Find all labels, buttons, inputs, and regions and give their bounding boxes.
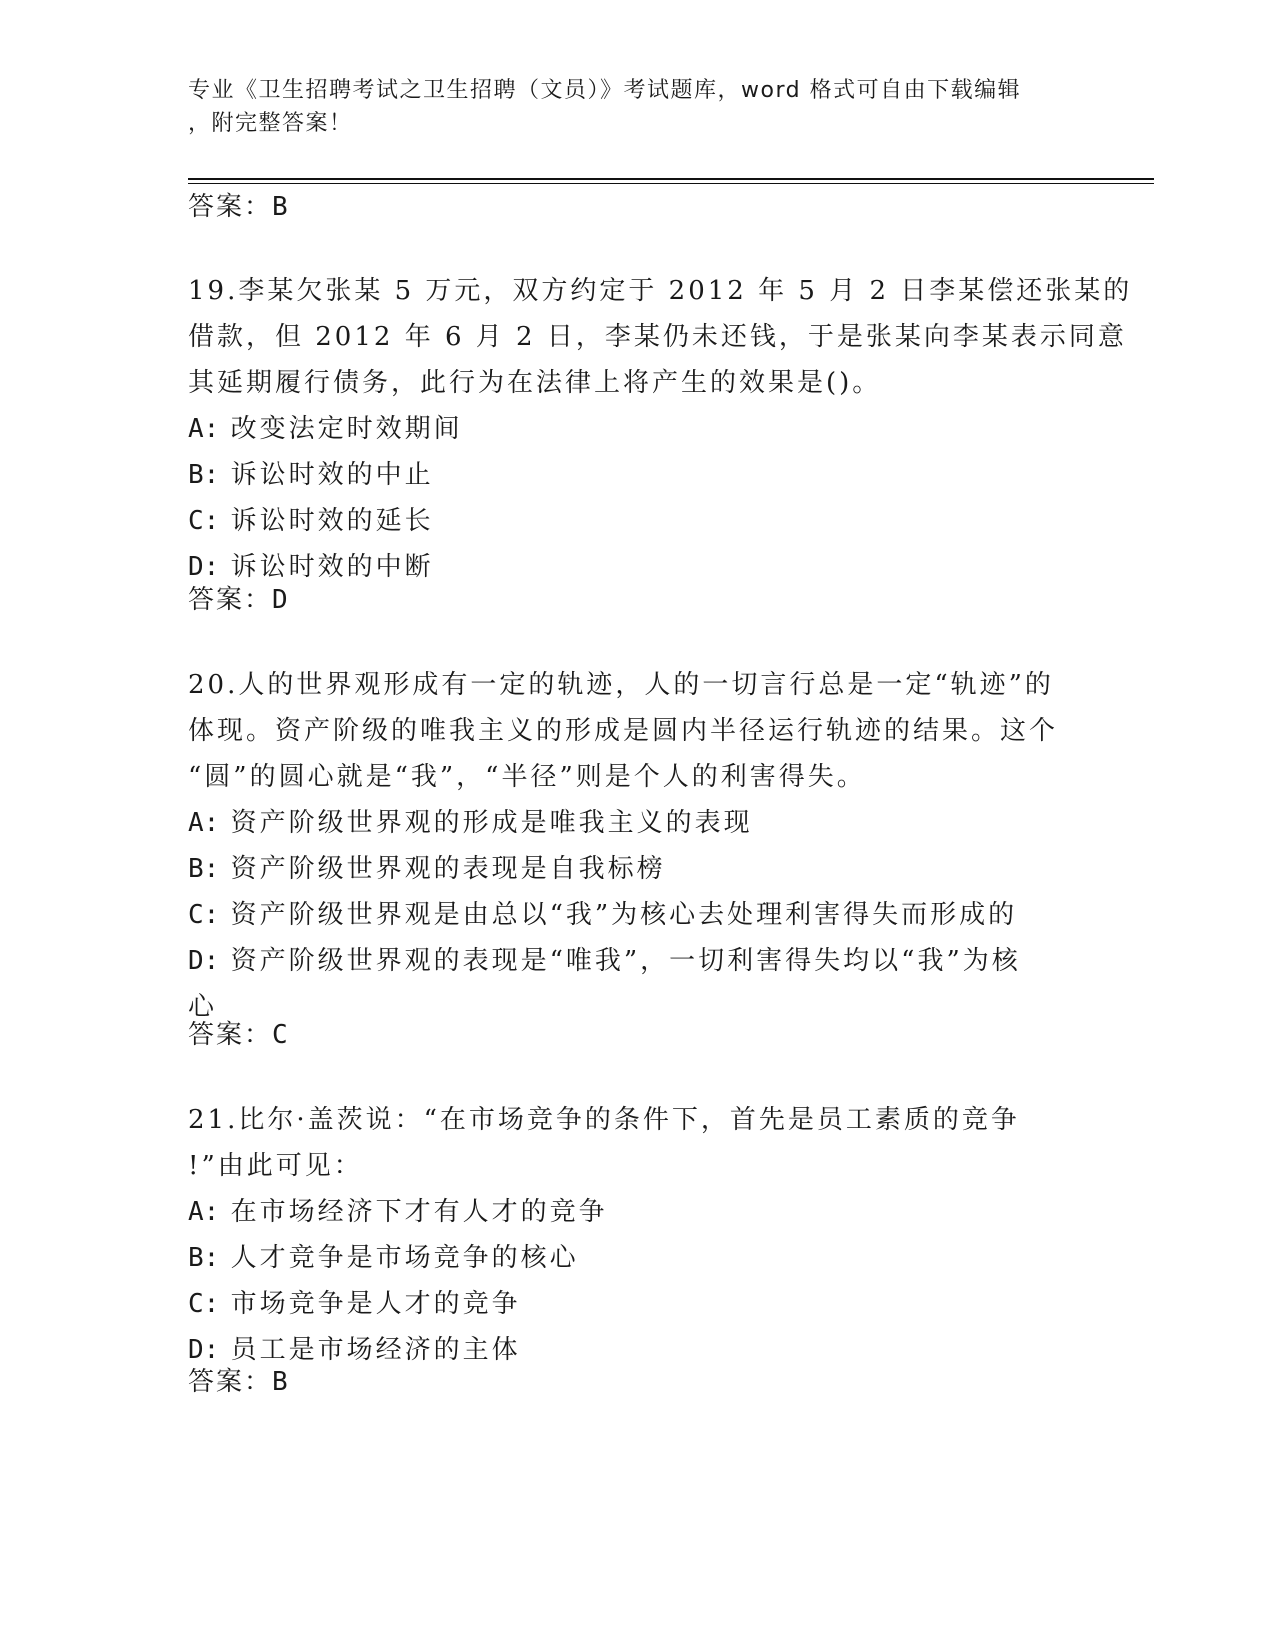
option-text: 诉讼时效的延长	[219, 506, 434, 536]
answer-value: B	[272, 192, 290, 222]
question-19	[188, 268, 1133, 590]
option-text: 资产阶级世界观的表现是“唯我”，一切利害得失均以“我”为核	[219, 946, 1021, 976]
option-text: 改变法定时效期间	[219, 414, 463, 444]
answer-18	[188, 190, 290, 224]
option-letter: A:	[188, 414, 220, 444]
question-text-line: 体现。资产阶级的唯我主义的形成是圆内半径运行轨迹的结果。这个	[188, 716, 1059, 746]
option-text: 市场竞争是人才的竞争	[219, 1289, 521, 1319]
question-text-line: 借款，但 2012 年 6 月 2 日，李某仍未还钱，于是张某向李某表示同意	[188, 322, 1127, 352]
question-text-line: 20.人的世界观形成有一定的轨迹，人的一切言行总是一定“轨迹”的	[188, 670, 1054, 700]
option-letter: D:	[188, 1335, 220, 1365]
option-c	[188, 892, 1088, 938]
answer-label: 答案：	[188, 1367, 273, 1397]
header-divider-thick	[188, 178, 1154, 180]
answer-label: 答案：	[188, 192, 273, 222]
option-text: 人才竞争是市场竞争的核心	[219, 1243, 579, 1273]
option-a	[188, 800, 1088, 846]
option-letter: B:	[188, 460, 220, 490]
option-b	[188, 1235, 1088, 1281]
option-a	[188, 1189, 1088, 1235]
question-20	[188, 662, 1088, 1030]
option-text: 资产阶级世界观是由总以“我”为核心去处理利害得失而形成的	[219, 900, 1018, 930]
option-text: 员工是市场经济的主体	[219, 1335, 521, 1365]
answer-label: 答案：	[188, 1020, 273, 1050]
question-text-line: 19.李某欠张某 5 万元，双方约定于 2012 年 5 月 2 日李某偿还张某的	[188, 276, 1133, 306]
option-letter: C:	[188, 1289, 220, 1319]
option-letter: B:	[188, 1243, 220, 1273]
option-letter: A:	[188, 808, 220, 838]
option-b	[188, 846, 1088, 892]
option-letter: D:	[188, 552, 220, 582]
option-c	[188, 1281, 1088, 1327]
question-text-line: 其延期履行债务，此行为在法律上将产生的效果是()。	[188, 368, 882, 398]
option-letter: C:	[188, 900, 220, 930]
answer-label: 答案：	[188, 585, 273, 615]
question-text-line: “圆”的圆心就是“我”，“半径”则是个人的利害得失。	[188, 762, 866, 792]
option-text: 资产阶级世界观的表现是自我标榜	[219, 854, 666, 884]
option-text: 诉讼时效的中止	[219, 460, 434, 490]
option-a	[188, 406, 1088, 452]
question-text-line: !”由此可见：	[188, 1151, 363, 1181]
header-divider-thin	[188, 183, 1154, 184]
answer-21	[188, 1365, 290, 1399]
option-letter: C:	[188, 506, 220, 536]
option-letter: D:	[188, 946, 220, 976]
header-line-2: ，附完整答案！	[188, 111, 353, 136]
option-letter: A:	[188, 1197, 220, 1227]
option-d	[188, 544, 1088, 590]
answer-19	[188, 583, 290, 617]
option-text: 诉讼时效的中断	[219, 552, 434, 582]
question-21	[188, 1097, 1088, 1373]
question-text-line: 21.比尔·盖茨说：“在市场竞争的条件下，首先是员工素质的竞争	[188, 1105, 1020, 1135]
option-text: 资产阶级世界观的形成是唯我主义的表现	[219, 808, 753, 838]
page-header	[188, 74, 1068, 140]
option-text: 在市场经济下才有人才的竞争	[219, 1197, 608, 1227]
answer-value: B	[272, 1367, 290, 1397]
option-b	[188, 452, 1088, 498]
answer-20	[188, 1018, 290, 1052]
option-c	[188, 498, 1088, 544]
option-letter: B:	[188, 854, 220, 884]
option-d	[188, 1327, 1088, 1373]
answer-value: D	[272, 585, 290, 615]
option-d	[188, 938, 1088, 984]
header-line-1: 专业《卫生招聘考试之卫生招聘（文员）》考试题库，word 格式可自由下载编辑	[188, 78, 1022, 103]
answer-value: C	[272, 1020, 290, 1050]
option-d-continuation: 心	[188, 992, 218, 1022]
